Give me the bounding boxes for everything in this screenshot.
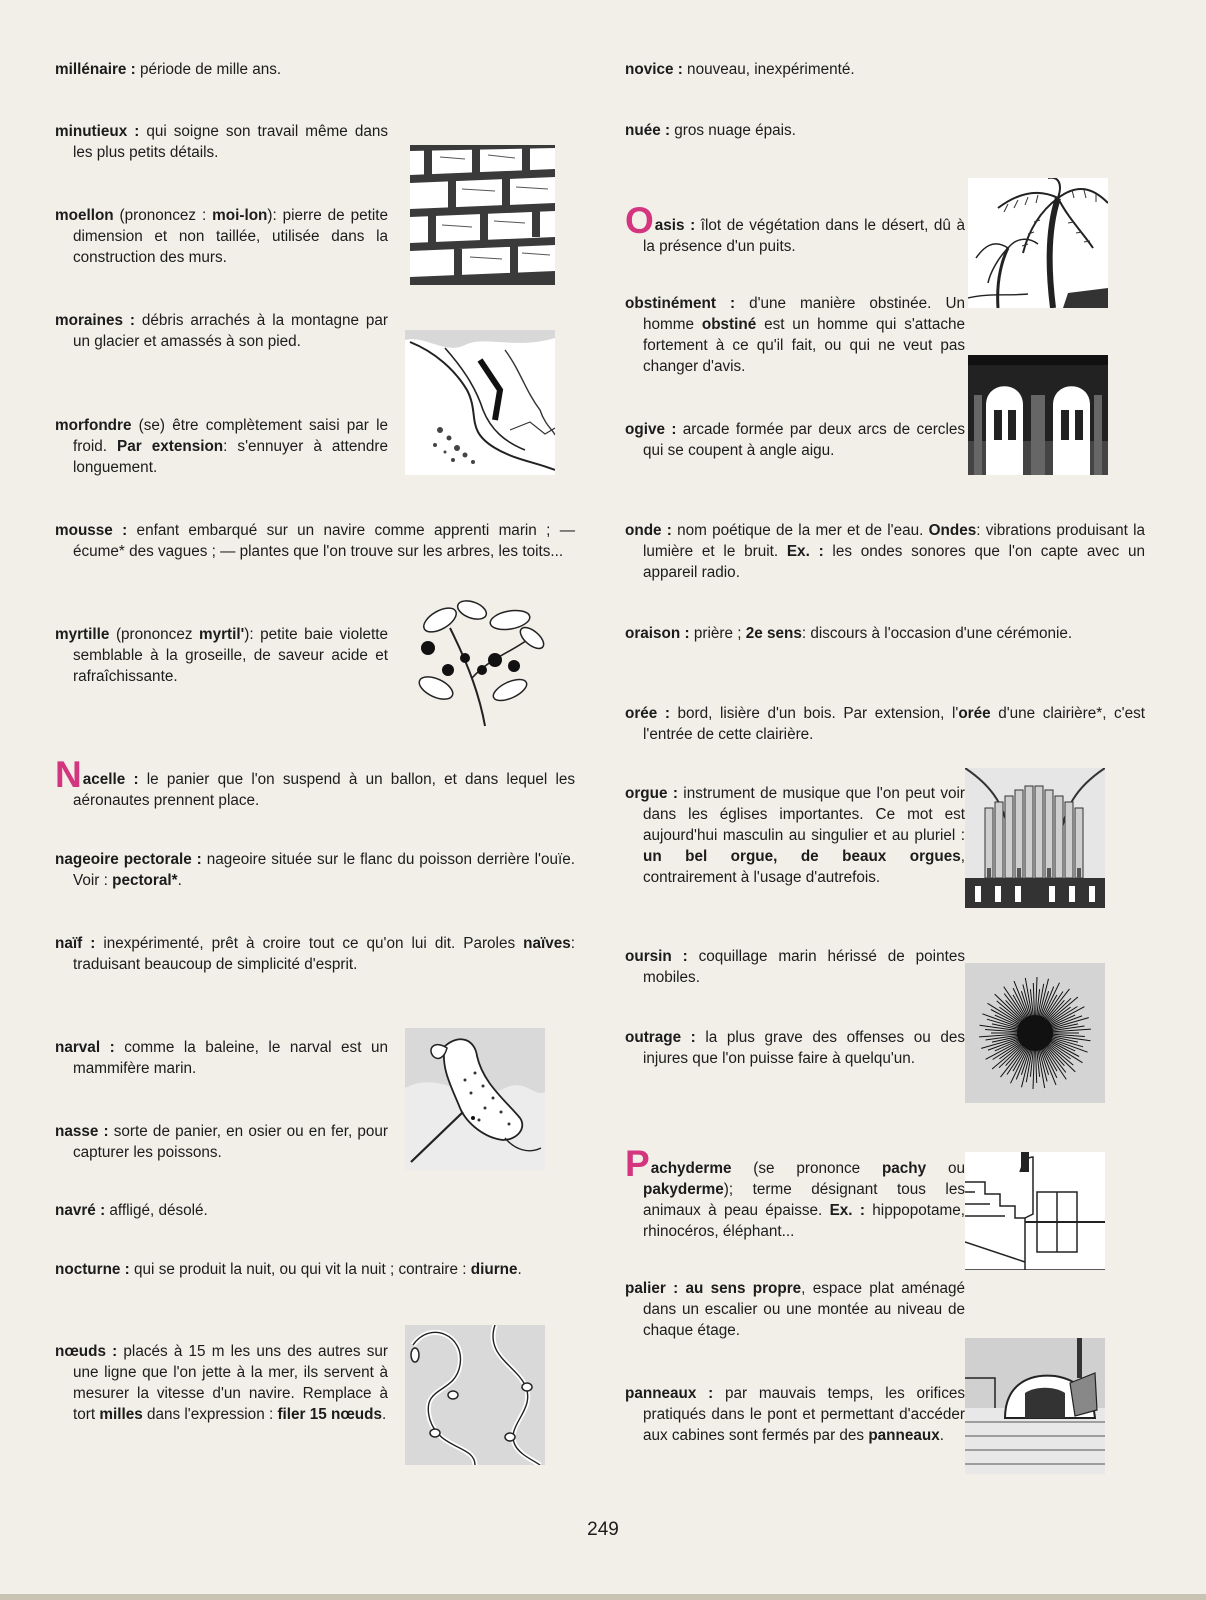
headword-term: onde : [625,522,672,539]
blueberry-illustration [410,598,550,728]
headword-term: oraison : [625,625,690,642]
definition-text: débris arrachés à la montagne par un glacier et amassés à son pied. [73,312,388,350]
headword-term: nageoire pectorale : [55,851,202,868]
entry-naif [55,933,575,975]
entry-oree [625,703,1145,745]
definition-text: affligé, désolé. [105,1202,208,1219]
definition-text: ); terme désignant tous les animaux à peau épaisse. [643,1181,965,1219]
headword-term: ogive : [625,421,677,438]
section-initial-letter: O [625,200,654,241]
definition-text: prière ; [689,625,746,642]
definition-text: nom poétique de la mer et de l'eau. [671,522,929,539]
headword-term: 2e sens [745,625,802,642]
headword-term: un bel orgue, de beaux orgues [643,848,961,865]
headword-term: orgue : [625,785,678,802]
headword-term: mousse : [55,522,128,539]
entry-navre [55,1200,388,1221]
definition-text: qui se produit la nuit, ou qui vit la nuit ; contraire : [129,1261,471,1278]
entry-obstinement [625,293,965,377]
headword-term: moraines : [55,312,135,329]
knotted-rope-illustration [405,1325,545,1465]
entry-minutieux [55,121,388,163]
definition-text: la plus grave des offenses ou des injures que l'on puisse faire à quelqu'un. [643,1029,965,1067]
definition-text: comme la baleine, le narval est un mammifère marin. [73,1039,388,1077]
entry-panneaux [625,1383,965,1446]
entry-mousse [55,520,575,562]
narwhal-illustration [405,1028,545,1170]
entry-pachyderme [625,1143,965,1242]
entry-nocturne [55,1259,575,1280]
headword-term: novice : [625,61,683,78]
headword-term: Ex. : [829,1202,865,1219]
entry-ogive [625,419,965,461]
headword-term: pachy [881,1160,927,1177]
headword-term: orée [958,705,991,722]
headword-term: navré : [55,1202,106,1219]
definition-text: gros nuage épais. [670,122,796,139]
headword-term: pectoral* [112,872,178,889]
definition-text: dans l'expression : [142,1406,278,1423]
definition-text: (se) être complètement saisi par le froid. [73,417,388,455]
headword-term: outrage : [625,1029,696,1046]
entry-moellon [55,205,388,268]
definition-text: : discours à l'occasion d'une cérémonie. [801,625,1073,642]
headword-term: palier : [625,1280,679,1297]
definition-text: . [177,872,182,889]
entry-novice [625,59,973,80]
entry-outrage [625,1027,965,1069]
headword-term: Par extension [117,438,224,455]
definition-text: période de mille ans. [135,61,282,78]
definition-text: placés à 15 m les uns des autres sur une ligne que l'on jette à la mer, ils servent à mesurer la vitesse d'un navire. Remplace à tort [73,1343,388,1423]
definition-text: ): pierre de petite dimension et non taillée, utilisée dans la construction des murs. [73,207,389,266]
headword-term: minutieux : [55,123,140,140]
headword-term: Ondes [928,522,977,539]
entry-narval [55,1037,388,1079]
definition-text: par mauvais temps, les orifices pratiqués dans le pont et permettant d'accéder aux cabines sont fermés par des [643,1385,966,1444]
definition-text: , contrairement à l'usage d'autrefois. [643,848,965,886]
headword-term: nuée : [625,122,671,139]
section-initial-letter: P [625,1143,650,1184]
headword-term: narval : [55,1039,115,1056]
entry-orgue [625,783,965,888]
entry-nuee [625,120,973,141]
definition-text: inexpérimenté, prêt à croire tout ce qu'on lui dit. Paroles [95,935,524,952]
entry-oasis [625,200,965,257]
headword-term: pakyderme [643,1181,724,1198]
definition-text: enfant embarqué sur un navire comme apprenti marin ; — écume* des vagues ; — plantes que l'on trouve sur les arbres, les toits... [73,522,576,560]
definition-text: d'une clairière*, c'est l'entrée de cette clairière. [643,705,1146,743]
headword-term: milles [99,1406,143,1423]
section-initial-letter: N [55,754,82,795]
entry-myrtille [55,624,388,687]
headword-term: obstinément : [625,295,736,312]
headword-term: panneaux : [625,1385,714,1402]
definition-text: hippopotame, rhinocéros, éléphant... [643,1202,965,1240]
headword-term: morfondre [55,417,132,434]
definition-text: (se prononce [731,1160,882,1177]
headword-term: acelle : [82,771,139,788]
definition-text: est un homme qui s'attache fortement à ce qu'il fait, ou qui ne veut pas changer d'avis. [643,316,965,375]
definition-text: : traduisant beaucoup de simplicité d'esprit. [73,935,575,973]
definition-text: ): petite baie violette semblable à la groseille, de saveur acide et rafraîchissante. [73,626,389,685]
headword-term: oursin : [625,948,688,965]
glacier-moraine-illustration [405,330,555,475]
entry-noeuds [55,1341,388,1425]
headword-term: nasse : [55,1123,109,1140]
definition-text: arcade formée par deux arcs de cercles qui se coupent à angle aigu. [643,421,966,459]
headword-term: panneaux [868,1427,940,1444]
headword-term: myrtil' [199,626,245,643]
definition-text: les ondes sonores que l'on capte avec un appareil radio. [643,543,1145,581]
definition-text: : s'ennuyer à attendre longuement. [73,438,388,476]
headword-term: millénaire : [55,61,136,78]
entry-moraines [55,310,388,352]
definition-text: ou [926,1160,965,1177]
definition-text: instrument de musique que l'on peut voir dans les églises importantes. Ce mot est aujourd'hui masculin au singulier et au pluriel : [643,785,965,844]
entry-nacelle [55,754,575,811]
headword-term: naïf : [55,935,96,952]
sea-urchin-illustration [965,963,1105,1103]
stone-wall-illustration [410,145,555,285]
headword-term: filer 15 nœuds [277,1406,382,1423]
ship-hatch-illustration [965,1338,1105,1474]
page-bottom-edge [0,1594,1206,1600]
headword-term: obstiné [701,316,757,333]
definition-text: bord, lisière d'un bois. Par extension, l' [669,705,959,722]
headword-term: au sens propre [685,1280,802,1297]
page-number: 249 [587,1519,619,1540]
headword-term: asis : [654,217,696,234]
headword-term: orée : [625,705,670,722]
definition-text: le panier que l'on suspend à un ballon, et dans lequel les aéronautes prennent place. [73,771,575,809]
definition-text: . [382,1406,387,1423]
definition-text: (prononcez : [113,207,213,224]
entry-onde [625,520,1145,583]
entry-millenaire [55,59,406,80]
gothic-arch-illustration [968,355,1108,475]
definition-text: : vibrations produisant la lumière et le bruit. [643,522,1145,560]
headword-term: naïves [523,935,571,952]
definition-text: coquillage marin hérissé de pointes mobiles. [643,948,965,986]
definition-text: . [517,1261,522,1278]
headword-term: achyderme [650,1160,732,1177]
headword-term: nœuds : [55,1343,118,1360]
entry-morfondre [55,415,388,478]
entry-nasse [55,1121,388,1163]
entry-palier [625,1278,965,1341]
definition-text: îlot de végétation dans le désert, dû à la présence d'un puits. [643,217,965,255]
staircase-landing-illustration [965,1152,1105,1270]
definition-text: . [939,1427,944,1444]
entry-oraison [625,623,1145,644]
definition-text: qui soigne son travail même dans les plus petits détails. [73,123,388,161]
definition-text: nageoire située sur le flanc du poisson derrière l'ouïe. Voir : [73,851,575,889]
pipe-organ-illustration [965,768,1105,908]
oasis-palm-illustration [968,178,1108,308]
headword-term: diurne [470,1261,518,1278]
headword-term: nocturne : [55,1261,130,1278]
definition-text: , espace plat aménagé dans un escalier ou une montée au niveau de chaque étage. [643,1280,966,1339]
definition-text: d'une manière obstinée. Un homme [643,295,966,333]
definition-text: (prononcez [109,626,199,643]
headword-term: moi-lon [212,207,268,224]
entry-nageoire-pectorale [55,849,575,891]
headword-term: myrtille [55,626,110,643]
definition-text: sorte de panier, en osier ou en fer, pour capturer les poissons. [73,1123,388,1161]
definition-text: nouveau, inexpérimenté. [682,61,855,78]
headword-term: Ex. : [786,543,824,560]
entry-oursin [625,946,965,988]
headword-term: moellon [55,207,114,224]
